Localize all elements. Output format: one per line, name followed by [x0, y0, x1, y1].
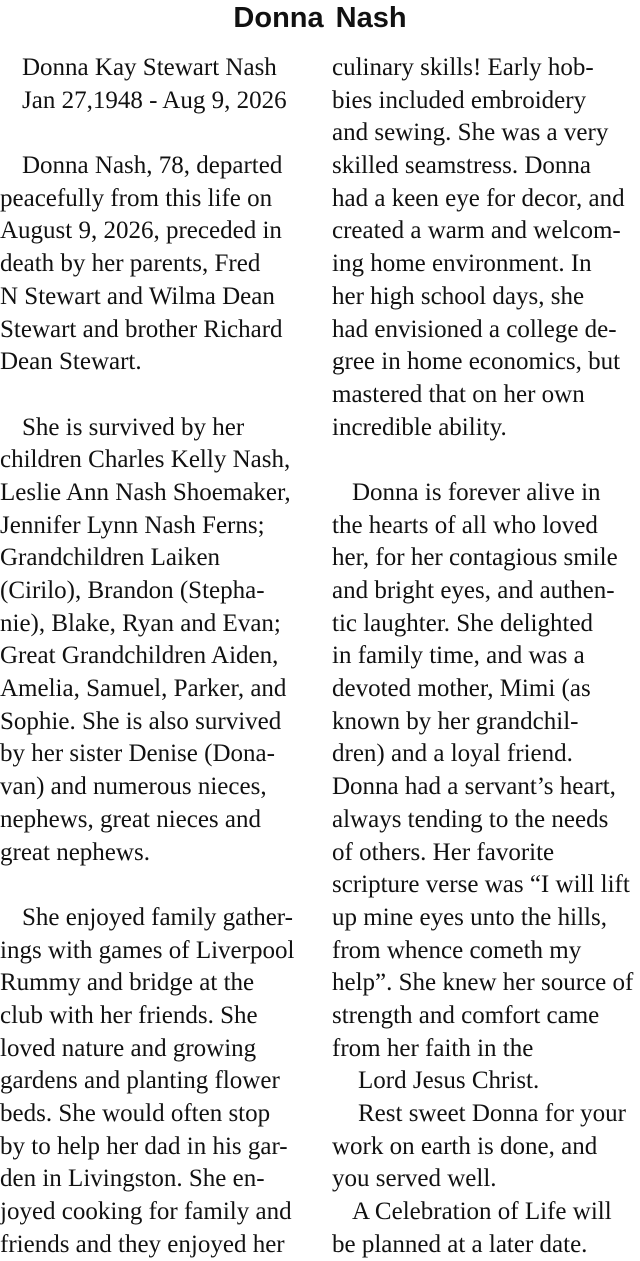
text-line: A Celebration of Life will: [352, 1198, 612, 1226]
text-line: gardens and planting flower: [0, 1067, 280, 1095]
text-line: Rummy and bridge at the: [0, 969, 255, 997]
text-line: ing home environment. In: [332, 250, 592, 278]
text-line: help”. She knew her source of: [332, 969, 634, 997]
text-line: peacefully from this life on: [0, 184, 273, 212]
text-line: you served well.: [332, 1165, 497, 1193]
text-line: nephews, great nieces and: [0, 805, 261, 833]
text-line: Donna had a servant’s heart,: [332, 773, 616, 801]
full-name: Donna Kay Stewart Nash: [22, 54, 277, 81]
text-line: bies included embroidery: [332, 86, 587, 114]
text-line: culinary skills! Early hob-: [332, 54, 594, 81]
text-line: and bright eyes, and authen-: [332, 577, 615, 604]
text-line: known by her grandchil-: [332, 707, 579, 735]
text-line: Amelia, Samuel, Parker, and: [0, 675, 287, 703]
text-line: always tending to the needs: [332, 805, 609, 833]
text-line: Stewart and brother Richard: [0, 315, 283, 343]
text-line: van) and numerous nieces,: [0, 773, 267, 801]
text-line: dren) and a loyal friend.: [332, 740, 573, 768]
text-line: Grandchildren Laiken: [0, 544, 221, 572]
text-line: strength and comfort came: [332, 1001, 600, 1029]
text-line: children Charles Kelly Nash,: [0, 446, 291, 474]
text-line: beds. She would often stop: [0, 1100, 271, 1127]
text-line: Lord Jesus Christ.: [358, 1067, 540, 1095]
text-line: death by her parents, Fred: [0, 250, 261, 278]
text-line: friends and they enjoyed her: [0, 1230, 285, 1258]
text-line: den in Livingston. She en-: [0, 1165, 265, 1193]
paragraph-survivors: [0, 412, 312, 870]
text-line: and sewing. She was a very: [332, 119, 609, 147]
paragraph-remembrance: [332, 477, 638, 1098]
text-line: the hearts of all who loved: [332, 511, 598, 539]
text-line: scripture verse was “I will lift: [332, 871, 630, 899]
text-line: Dean Stewart.: [0, 348, 142, 376]
text-line: of others. Her favorite: [332, 838, 555, 866]
text-line: had a keen eye for decor, and: [332, 184, 625, 212]
paragraph-hobbies: [0, 902, 312, 1261]
text-line: from her faith in the: [332, 1034, 534, 1062]
paragraph-celebration: [332, 1196, 638, 1261]
text-line: her, for her contagious smile: [332, 544, 618, 572]
life-dates: Jan 27,1948 - Aug 9, 2026: [22, 86, 287, 114]
text-line: Sophie. She is also survived: [0, 707, 282, 735]
text-line: Rest sweet Donna for your: [358, 1100, 626, 1127]
text-line: Leslie Ann Nash Shoemaker,: [0, 478, 291, 506]
text-line: her high school days, she: [332, 282, 585, 310]
text-line: loved nature and growing: [0, 1034, 257, 1062]
text-line: mastered that on her own: [332, 380, 585, 408]
text-line: joyed cooking for family and: [0, 1198, 292, 1226]
text-line: club with her friends. She: [0, 1001, 258, 1029]
text-line: Jennifer Lynn Nash Ferns;: [0, 511, 265, 539]
paragraph-hobbies-continued: [332, 52, 638, 444]
text-line: great nephews.: [0, 838, 150, 866]
obituary-title: Donna Nash: [233, 2, 407, 34]
paragraph-departure: [0, 150, 312, 379]
left-column: [0, 52, 312, 1261]
text-line: skilled seamstress. Donna: [332, 152, 591, 180]
text-line: up mine eyes unto the hills,: [332, 903, 607, 931]
text-line: Donna is forever alive in: [352, 478, 601, 506]
text-line: created a warm and welcom-: [332, 217, 621, 245]
text-line: in family time, and was a: [332, 642, 585, 670]
text-line: incredible ability.: [332, 413, 507, 441]
text-line: had envisioned a college de-: [332, 315, 617, 343]
text-line: be planned at a later date.: [332, 1230, 588, 1258]
text-line: devoted mother, Mimi (as: [332, 675, 591, 703]
text-line: nie), Blake, Ryan and Evan;: [0, 609, 281, 637]
text-line: N Stewart and Wilma Dean: [0, 282, 275, 310]
text-line: Great Grandchildren Aiden,: [0, 642, 279, 670]
text-line: gree in home economics, but: [332, 348, 621, 376]
text-line: work on earth is done, and: [332, 1132, 598, 1160]
text-line: tic laughter. She delighted: [332, 609, 594, 637]
text-line: She enjoyed family gather-: [22, 903, 293, 931]
text-line: ings with games of Liverpool: [0, 936, 295, 964]
text-line: (Cirilo), Brandon (Stepha-: [0, 577, 265, 604]
paragraph-farewell: [332, 1098, 638, 1196]
right-column: [332, 52, 638, 1261]
text-line: August 9, 2026, preceded in: [0, 217, 282, 245]
text-line: by her sister Denise (Dona-: [0, 740, 275, 768]
text-line: from whence cometh my: [332, 936, 582, 964]
text-line: Donna Nash, 78, departed: [22, 152, 283, 180]
text-line: by to help her dad in his gar-: [0, 1132, 288, 1160]
text-line: She is survived by her: [22, 413, 245, 441]
